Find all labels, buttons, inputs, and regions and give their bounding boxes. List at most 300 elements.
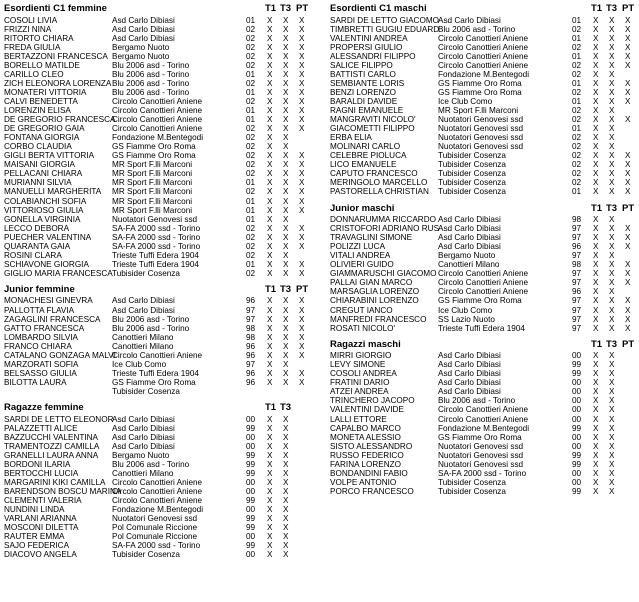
event-mark-pt: X — [625, 115, 631, 125]
event-mark-t1: X — [267, 459, 273, 469]
event-mark-t3: X — [609, 369, 615, 379]
table-row — [4, 160, 314, 169]
event-mark-pt: X — [625, 296, 631, 306]
birth-year: 96 — [572, 287, 582, 297]
athlete-name: MARZORATI SOFIA — [4, 359, 79, 369]
athlete-name: PORCO FRANCESCO — [330, 486, 414, 496]
event-mark-t3: X — [283, 205, 289, 215]
club-name: Blu 2006 asd - Torino — [438, 24, 516, 34]
club-name: Tubisider Cosenza — [438, 169, 506, 179]
event-mark-t1: X — [267, 169, 273, 179]
birth-year: 00 — [572, 396, 582, 406]
event-mark-t3: X — [283, 178, 289, 188]
athlete-name: MAISANI GIORGIA — [4, 160, 75, 170]
birth-year: 02 — [246, 51, 256, 61]
club-name: Circolo Canottieri Aniene — [438, 60, 529, 70]
event-mark-t3: X — [283, 124, 289, 134]
event-mark-pt: X — [299, 350, 305, 360]
table-row — [4, 269, 314, 278]
event-mark-t3: X — [283, 250, 289, 260]
club-name: Bergamo Nuoto — [112, 450, 170, 460]
club-name: Nuotatori Genovesi ssd — [438, 441, 524, 451]
event-mark-t3: X — [609, 486, 615, 496]
table-row — [4, 324, 314, 333]
athlete-name: BERTOCCHI LUCIA — [4, 468, 79, 478]
table-row — [4, 169, 314, 178]
table-row — [330, 34, 635, 43]
event-mark-t1: X — [593, 287, 599, 297]
event-mark-pt: X — [299, 87, 305, 97]
table-row — [4, 505, 314, 514]
club-name: Tubisider Cosenza — [112, 268, 180, 278]
event-mark-t1: X — [267, 359, 273, 369]
section-title: Junior maschi — [330, 202, 395, 214]
birth-year: 99 — [572, 459, 582, 469]
club-name: Nuotatori Genovesi ssd — [112, 214, 198, 224]
birth-year: 00 — [246, 532, 256, 542]
club-name: Asd Carlo Dibiasi — [438, 369, 501, 379]
table-row — [330, 387, 635, 396]
event-mark-t1: X — [267, 205, 273, 215]
table-row — [4, 25, 314, 34]
athlete-name: GONELLA VIRGINIA — [4, 214, 81, 224]
athlete-name: RUSSO FEDERICO — [330, 450, 404, 460]
event-mark-t1: X — [267, 441, 273, 451]
event-mark-t3: X — [609, 414, 615, 424]
birth-year: 02 — [246, 142, 256, 152]
birth-year: 00 — [572, 468, 582, 478]
event-mark-t1: X — [593, 106, 599, 115]
birth-year: 02 — [246, 232, 256, 242]
event-mark-t3: X — [609, 477, 615, 487]
birth-year: 02 — [572, 106, 582, 115]
event-mark-t1: X — [267, 314, 273, 324]
birth-year: 01 — [246, 87, 256, 97]
event-mark-t3: X — [283, 523, 289, 533]
event-mark-t3: X — [283, 450, 289, 460]
club-name: Asd Carlo Dibiasi — [438, 387, 501, 397]
event-mark-pt: X — [299, 69, 305, 79]
event-mark-t1: X — [267, 133, 273, 143]
athlete-name: VARLANI ARIANNA — [4, 514, 77, 524]
athlete-name: CREGUT IANCO — [330, 305, 393, 315]
table-row — [330, 424, 635, 433]
birth-year: 02 — [572, 60, 582, 70]
event-mark-t1: X — [593, 296, 599, 306]
event-mark-pt: X — [299, 259, 305, 269]
table-row — [4, 197, 314, 206]
birth-year: 02 — [246, 241, 256, 251]
birth-year: 99 — [572, 450, 582, 460]
athlete-name: ZICH ELEONORA LORENZA — [4, 78, 112, 88]
birth-year: 99 — [246, 459, 256, 469]
event-mark-pt: X — [625, 233, 631, 243]
athlete-name: BELSASSO GIULIA — [4, 368, 77, 378]
club-name: Asd Carlo Dibiasi — [438, 242, 501, 252]
event-mark-t3: X — [283, 259, 289, 269]
table-row — [330, 287, 635, 296]
athlete-name: MARGARINI KIKI CAMILLA — [4, 477, 106, 487]
section-title: Junior femmine — [4, 283, 75, 295]
event-mark-t1: X — [267, 368, 273, 378]
athlete-name: OLIVIERI GUIDO — [330, 260, 394, 270]
event-mark-t3: X — [283, 296, 289, 306]
event-mark-pt: X — [299, 377, 305, 387]
table-row — [4, 369, 314, 378]
event-mark-t3: X — [609, 396, 615, 406]
athlete-name: DE GREGORIO FRANCESCA — [4, 115, 116, 125]
event-mark-t1: X — [593, 351, 599, 361]
event-mark-t3: X — [283, 115, 289, 125]
athlete-name: BARALDI DAVIDE — [330, 96, 398, 106]
birth-year: 99 — [572, 486, 582, 496]
birth-year: 97 — [572, 296, 582, 306]
event-mark-pt: X — [625, 160, 631, 170]
club-name: Tubisider Cosenza — [112, 550, 180, 560]
event-mark-t1: X — [267, 160, 273, 170]
table-row — [4, 233, 314, 242]
club-name: Bergamo Nuoto — [112, 42, 170, 52]
athlete-name: MONETA ALESSIO — [330, 432, 401, 442]
event-mark-t3: X — [283, 350, 289, 360]
event-mark-t3: X — [609, 42, 615, 52]
table-row — [330, 43, 635, 52]
birth-year: 01 — [246, 178, 256, 188]
event-mark-t3: X — [283, 423, 289, 433]
birth-year: 01 — [572, 187, 582, 197]
event-mark-t3: X — [283, 241, 289, 251]
table-row — [330, 351, 635, 360]
section-title: Esordienti C1 femmine — [4, 3, 107, 14]
event-mark-pt: X — [625, 260, 631, 270]
event-mark-t1: X — [267, 15, 273, 25]
club-name: Pol Comunale Riccione — [112, 523, 198, 533]
birth-year: 97 — [572, 314, 582, 324]
birth-year: 00 — [572, 351, 582, 361]
event-mark-t3: X — [609, 432, 615, 442]
event-mark-t3: X — [609, 178, 615, 188]
section-header — [330, 2, 635, 15]
event-mark-t3: X — [283, 486, 289, 496]
event-mark-t3: X — [283, 60, 289, 70]
section-header — [330, 202, 635, 215]
event-mark-t1: X — [267, 151, 273, 161]
event-mark-t1: X — [593, 450, 599, 460]
birth-year: 99 — [246, 450, 256, 460]
table-row — [4, 306, 314, 315]
event-mark-t3: X — [609, 142, 615, 152]
event-mark-t3: X — [283, 232, 289, 242]
event-mark-t1: X — [267, 414, 273, 424]
birth-year: 97 — [246, 305, 256, 315]
table-row — [330, 415, 635, 424]
club-name: Asd Carlo Dibiasi — [438, 351, 501, 361]
event-mark-t1: X — [593, 124, 599, 134]
athlete-name: LOMBARDO SILVIA — [4, 332, 79, 342]
club-name: Tubisider Cosenza — [438, 151, 506, 161]
athlete-name: PUECHER VALENTINA — [4, 232, 92, 242]
event-mark-t1: X — [593, 305, 599, 315]
event-mark-t1: X — [593, 423, 599, 433]
event-mark-pt: X — [625, 15, 631, 25]
birth-year: 98 — [572, 215, 582, 224]
event-mark-pt: X — [299, 60, 305, 70]
birth-year: 00 — [246, 441, 256, 451]
athlete-name: COSOLI LIVIA — [4, 15, 58, 25]
birth-year: 00 — [246, 486, 256, 496]
table-row — [330, 169, 635, 178]
mark-column-header: T3 — [280, 3, 292, 14]
event-mark-t1: X — [267, 477, 273, 487]
event-mark-t1: X — [267, 514, 273, 524]
table-row — [4, 342, 314, 351]
event-mark-t3: X — [609, 423, 615, 433]
club-name: Circolo Canottieri Aniene — [112, 486, 203, 496]
event-mark-pt: X — [299, 51, 305, 61]
club-name: GS Fiamme Oro Roma — [438, 432, 522, 442]
table-row — [330, 151, 635, 160]
birth-year: 00 — [246, 505, 256, 514]
athlete-name: SARDI DE LETTO GIACOMO — [330, 15, 440, 25]
table-row — [330, 324, 635, 333]
athlete-name: CAPALBO MARCO — [330, 423, 401, 433]
event-mark-pt: X — [625, 169, 631, 179]
mark-column-header: T1 — [265, 283, 277, 295]
club-name: Blu 2006 asd - Torino — [112, 323, 190, 333]
table-row — [4, 34, 314, 43]
birth-year: 98 — [572, 260, 582, 270]
birth-year: 02 — [572, 151, 582, 161]
event-mark-pt: X — [299, 124, 305, 134]
event-mark-t1: X — [267, 87, 273, 97]
birth-year: 02 — [246, 24, 256, 34]
club-name: Asd Carlo Dibiasi — [112, 24, 175, 34]
athlete-name: NUNDINI LINDA — [4, 505, 65, 514]
club-name: Canottieri Milano — [112, 332, 174, 342]
club-name: Tubisider Cosenza — [112, 386, 180, 396]
birth-year: 96 — [246, 341, 256, 351]
club-name: Asd Carlo Dibiasi — [112, 305, 175, 315]
table-row — [330, 88, 635, 97]
club-name: Asd Carlo Dibiasi — [112, 432, 175, 442]
event-mark-t3: X — [609, 78, 615, 88]
event-mark-t3: X — [283, 169, 289, 179]
event-mark-t3: X — [609, 33, 615, 43]
event-mark-t1: X — [593, 69, 599, 79]
athlete-name: GRANELLI LAURA ANNA — [4, 450, 99, 460]
event-mark-t3: X — [283, 495, 289, 505]
club-name: Tubisider Cosenza — [438, 477, 506, 487]
club-name: Asd Carlo Dibiasi — [112, 296, 175, 306]
event-mark-pt: X — [299, 96, 305, 106]
event-mark-t3: X — [609, 251, 615, 261]
club-name: Nuotatori Genovesi ssd — [112, 514, 198, 524]
club-name: Nuotatori Genovesi ssd — [438, 142, 524, 152]
athlete-name: FREDA GIULIA — [4, 42, 61, 52]
event-mark-pt: X — [299, 332, 305, 342]
birth-year: 99 — [246, 514, 256, 524]
event-mark-pt: X — [299, 106, 305, 115]
event-mark-t1: X — [593, 387, 599, 397]
table-row — [4, 142, 314, 151]
event-mark-t1: X — [267, 42, 273, 52]
table-row — [330, 405, 635, 414]
event-mark-t3: X — [609, 323, 615, 333]
athlete-name: LEVY SIMONE — [330, 360, 386, 370]
club-name: Circolo Canottieri Aniene — [112, 124, 203, 134]
event-mark-t1: X — [593, 251, 599, 261]
event-mark-pt: X — [299, 305, 305, 315]
event-mark-t3: X — [283, 541, 289, 551]
club-name: Circolo Canottieri Aniene — [112, 477, 203, 487]
birth-year: 01 — [246, 106, 256, 115]
club-name: Asd Carlo Dibiasi — [438, 233, 501, 243]
table-row — [4, 242, 314, 251]
event-mark-pt: X — [299, 24, 305, 34]
event-mark-t1: X — [593, 278, 599, 288]
athlete-name: GATTO FRANCESCA — [4, 323, 85, 333]
event-mark-t1: X — [267, 178, 273, 188]
table-row — [4, 442, 314, 451]
athlete-name: BORDONI ILARIA — [4, 459, 71, 469]
birth-year: 01 — [572, 124, 582, 134]
club-name: Trieste Tuffi Edera 1904 — [112, 259, 199, 269]
athlete-name: SARDI DE LETTO ELEONOR — [4, 414, 114, 424]
table-row — [330, 278, 635, 287]
athlete-name: VALENTINI ANDREA — [330, 33, 408, 43]
event-mark-t1: X — [267, 423, 273, 433]
event-mark-t1: X — [593, 269, 599, 279]
event-mark-t3: X — [283, 432, 289, 442]
event-mark-t3: X — [283, 96, 289, 106]
club-name: Asd Carlo Dibiasi — [112, 15, 175, 25]
club-name: Circolo Canottieri Aniene — [112, 495, 203, 505]
event-mark-pt: X — [299, 178, 305, 188]
event-mark-t3: X — [283, 305, 289, 315]
club-name: Asd Carlo Dibiasi — [112, 33, 175, 43]
athlete-name: SEMBIANTE LORIS — [330, 78, 405, 88]
table-row — [4, 360, 314, 369]
club-name: GS Fiamme Oro Roma — [438, 78, 522, 88]
section-title: Esordienti C1 maschi — [330, 3, 427, 14]
table-row — [330, 106, 635, 115]
athlete-name: VALENTINI DAVIDE — [330, 405, 404, 415]
table-row — [4, 387, 314, 396]
table-row — [4, 333, 314, 342]
section-header — [4, 401, 314, 414]
athlete-name: ERBA ELIA — [330, 133, 372, 143]
club-name: Nuotatori Genovesi ssd — [438, 115, 524, 125]
event-mark-t3: X — [283, 106, 289, 115]
event-mark-t3: X — [283, 441, 289, 451]
event-mark-t3: X — [283, 314, 289, 324]
birth-year: 02 — [246, 223, 256, 233]
event-mark-t3: X — [609, 242, 615, 252]
event-mark-t1: X — [593, 160, 599, 170]
event-mark-pt: X — [625, 178, 631, 188]
birth-year: 02 — [572, 142, 582, 152]
athlete-name: FARINA LORENZO — [330, 459, 401, 469]
event-mark-t1: X — [267, 232, 273, 242]
event-mark-pt: X — [299, 151, 305, 161]
mark-column-header: T3 — [280, 402, 292, 413]
club-name: Tubisider Cosenza — [438, 187, 506, 197]
table-row — [4, 224, 314, 233]
table-row — [4, 460, 314, 469]
event-mark-t1: X — [593, 323, 599, 333]
table-row — [330, 360, 635, 369]
event-mark-t3: X — [283, 133, 289, 143]
event-mark-t3: X — [283, 15, 289, 25]
event-mark-t1: X — [267, 241, 273, 251]
event-mark-t1: X — [593, 468, 599, 478]
birth-year: 00 — [572, 387, 582, 397]
event-mark-t3: X — [283, 505, 289, 514]
birth-year: 97 — [572, 278, 582, 288]
event-mark-t3: X — [283, 196, 289, 206]
birth-year: 96 — [246, 368, 256, 378]
athlete-name: BATTISTI CARLO — [330, 69, 396, 79]
event-mark-t3: X — [283, 550, 289, 560]
event-mark-t1: X — [593, 60, 599, 70]
birth-year: 02 — [246, 42, 256, 52]
event-mark-t1: X — [593, 87, 599, 97]
event-mark-t1: X — [267, 486, 273, 496]
athlete-name: COLABIANCHI SOFIA — [4, 196, 87, 206]
birth-year: 02 — [572, 115, 582, 125]
athlete-name: MOSCONI DILETTA — [4, 523, 79, 533]
club-name: Circolo Canottieri Aniene — [438, 269, 529, 279]
athlete-name: PELLACANI CHIARA — [4, 169, 83, 179]
event-mark-t3: X — [283, 160, 289, 170]
birth-year: 01 — [246, 205, 256, 215]
event-mark-t3: X — [283, 87, 289, 97]
table-row — [4, 541, 314, 550]
club-name: Asd Carlo Dibiasi — [438, 378, 501, 388]
table-row — [4, 415, 314, 424]
event-mark-t1: X — [593, 178, 599, 188]
athlete-name: BAZZUCCHI VALENTINA — [4, 432, 99, 442]
event-mark-t1: X — [593, 24, 599, 34]
event-mark-t3: X — [609, 459, 615, 469]
event-mark-pt: X — [625, 33, 631, 43]
club-name: SA-FA 2000 ssd - Torino — [112, 223, 201, 233]
club-name: Blu 2006 asd - Torino — [112, 60, 190, 70]
event-mark-pt: X — [299, 15, 305, 25]
club-name: Asd Carlo Dibiasi — [438, 15, 501, 25]
event-mark-t3: X — [283, 514, 289, 524]
table-row — [4, 315, 314, 324]
event-mark-t3: X — [609, 278, 615, 288]
athlete-name: BENZI LORENZO — [330, 87, 396, 97]
athlete-name: TRAMENTOZZI CAMILLA — [4, 441, 100, 451]
event-mark-t3: X — [283, 477, 289, 487]
event-mark-t1: X — [267, 341, 273, 351]
club-name: Fondazione M.Bentegodi — [438, 69, 530, 79]
table-row — [330, 178, 635, 187]
event-mark-pt: X — [625, 24, 631, 34]
club-name: Pol Comunale Riccione — [112, 532, 198, 542]
event-mark-pt: X — [299, 205, 305, 215]
birth-year: 02 — [572, 69, 582, 79]
event-mark-t3: X — [283, 368, 289, 378]
event-mark-pt: X — [625, 224, 631, 234]
event-mark-t3: X — [283, 142, 289, 152]
event-mark-t1: X — [593, 378, 599, 388]
table-row — [330, 79, 635, 88]
athlete-name: TRINCHERO JACOPO — [330, 396, 415, 406]
event-mark-t3: X — [609, 233, 615, 243]
